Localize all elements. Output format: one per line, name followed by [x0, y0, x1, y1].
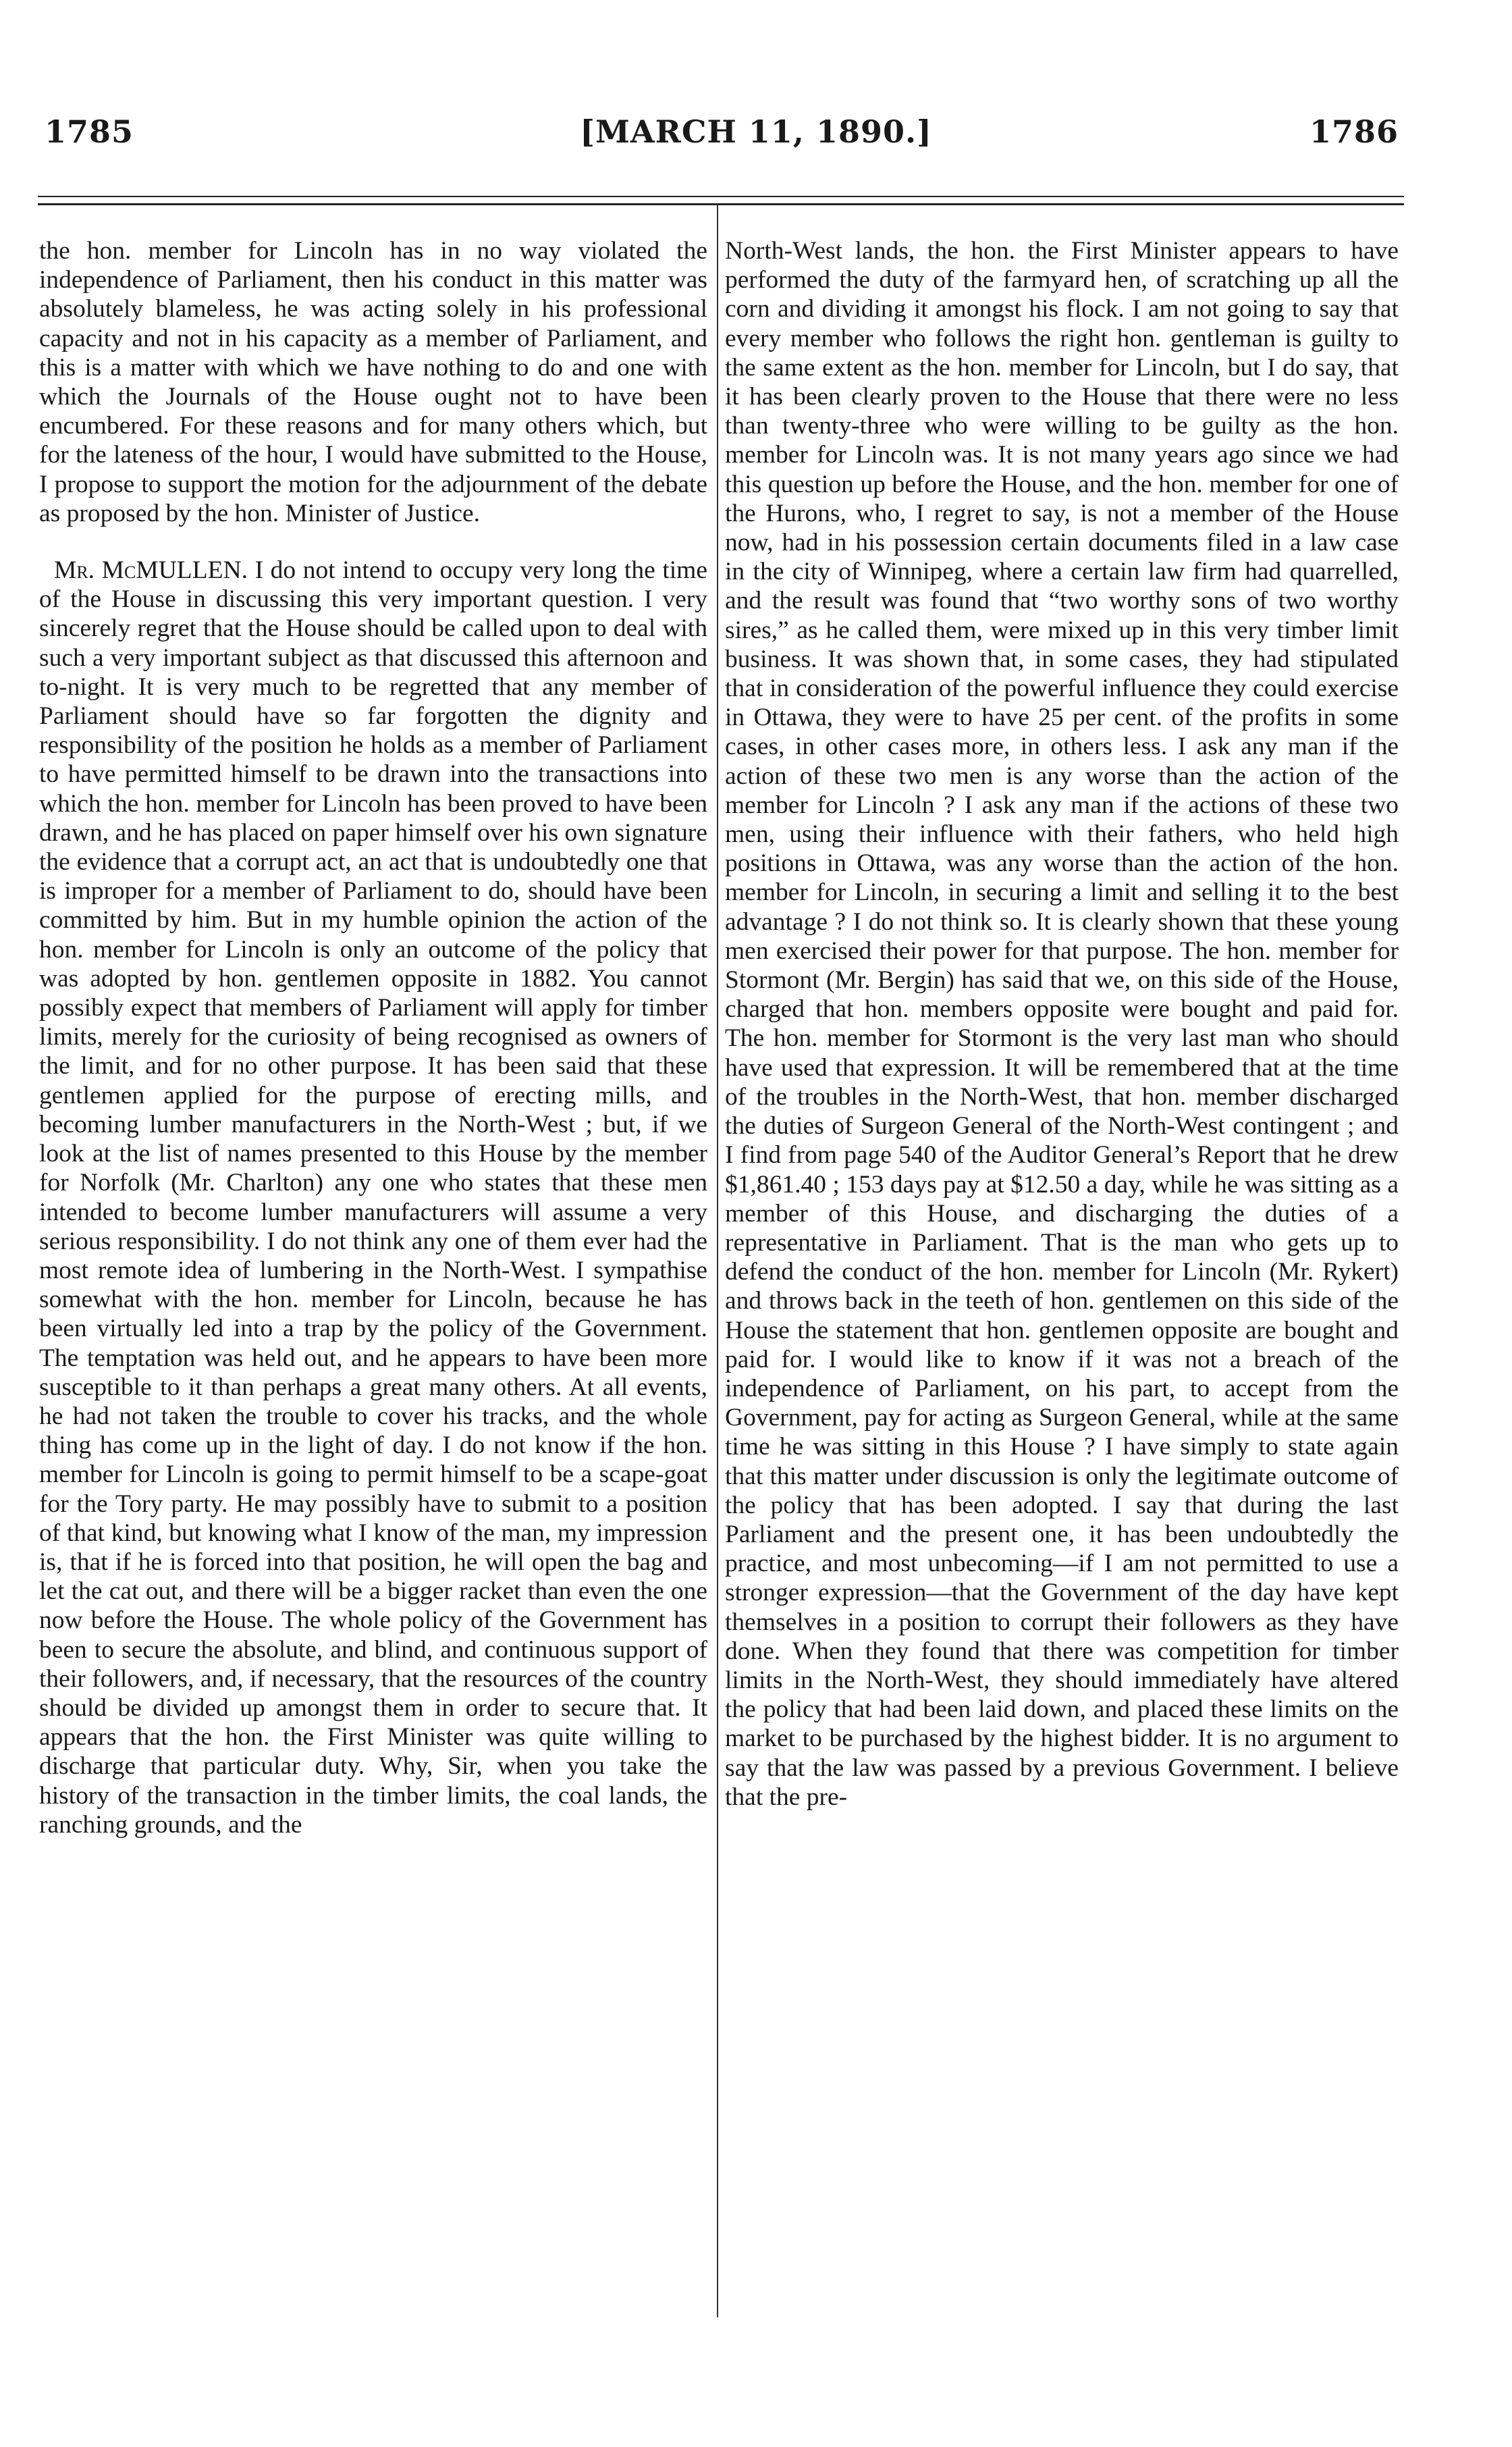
right-column [725, 236, 1399, 1812]
left-column [39, 236, 707, 1839]
column-divider [717, 204, 718, 2317]
right-page-number: 1786 [1309, 113, 1399, 150]
header-date: [MARCH 11, 1890.] [580, 113, 932, 150]
speech-text: I do not intend to occupy very long the time of the House in discussing this very important question. I very sincerely regret that the House should be called upon to deal with such a very important subject as that discussed this afternoon and to-night. It is very much to be regretted that any member of Parliament should have so far forgotten the dignity and responsibility of the position he holds as a member of Parliament to have permitted himself to be drawn into the transactions into which the hon. member for Lincoln has been proved to have been drawn, and he has placed on paper himself over his own signature the evidence that a corrupt act, an act that is undoubtedly one that is improper for a member of Parliament to do, should have been committed by him. But in my humble opinion the action of the hon. member for Lincoln is only an outcome of the policy that was adopted by hon. gentlemen opposite in 1882. You cannot possibly expect that members of Parliament will apply for timber limits, merely for the curiosity of being recognised as owners of the limit, and for no other purpose. It has been said that these gentlemen applied for the purpose of erecting mills, and becoming lumber manufacturers in the North-West ; but, if we look at the list of names presented to this House by the member for Norfolk (Mr. Charlton) any one who states that these men intended to become lumber manufacturers will assume a very serious responsibility. I do not think any one of them ever had the most remote idea of lumbering in the North-West. I sympathise somewhat with the hon. member for Lincoln, because he has been virtually led into a trap by the policy of the Government. The temptation was held out, and he appears to have been more susceptible to it than perhaps a great many others. At all events, he had not taken the trouble to cover his tracks, and the whole thing has come up in the light of day. I do not know if the hon. member for Lincoln is going to permit himself to be a scape-goat for the Tory party. He may possibly have to submit to a position of that kind, but knowing what I know of the man, my impression is, that if he is forced into that position, he will open the bag and let the cat out, and there will be a bigger racket than even the one now before the House. The whole policy of the Government has been to secure the absolute, and blind, and continuous support of their followers, and, if necessary, that the resources of the country should be divided up amongst them in order to secure that. It appears that the hon. the First Minister was quite willing to discharge that particular duty. Why, Sir, when you take the history of the transaction in the timber limits, the coal lands, the ranching grounds, and the [39, 556, 707, 1839]
continued-paragraph: the hon. member for Lincoln has in no way violated the independence of Parliament, then his conduct in this matter was absolutely blameless, he was acting solely in his professional capacity and not in his capacity as a member of Parliament, and this is a matter with which we have nothing to do and one with which the Journals of the House ought not to have been encumbered. For these reasons and for many others which, but for the lateness of the hour, I would have submitted to the House, I propose to support the motion for the adjournment of the debate as proposed by the hon. Minister of Justice. [39, 237, 707, 527]
left-page-number: 1785 [45, 113, 134, 150]
header-rule-thin [38, 196, 1404, 197]
speaker-name: Mr. McMULLEN. [54, 556, 248, 585]
header-rule-thick [38, 203, 1404, 205]
continued-speech-paragraph: North-West lands, the hon. the First Minister appears to have performed the duty of the farmyard hen, of scratching up all the corn and dividing it amongst his flock. I am not going to say that every member who follows the right hon. gentleman is guilty to the same extent as the hon. member for Lincoln, but I do say, that it has been clearly proven to the House that there were no less than twenty-three who were willing to be guilty as the hon. member for Lincoln was. It is not many years ago since we had this question up before the House, and the hon. member for one of the Hurons, who, I regret to say, is not a member of the House now, had in his possession certain documents filed in a law case in the city of Winnipeg, where a certain law firm had quarrelled, and the result was found that “two worthy sons of two worthy sires,” as he called them, were mixed up in this very timber limit business. It was shown that, in some cases, they had stipulated that in consideration of the powerful influence they could exercise in Ottawa, they were to have 25 per cent. of the profits in some cases, in other cases more, in others less. I ask any man if the action of these two men is any worse than the action of the member for Lincoln ? I ask any man if the actions of these two men, using their influence with their fathers, who held high positions in Ottawa, was any worse than the action of the hon. member for Lincoln, in securing a limit and selling it to the best advantage ? I do not think so. It is clearly shown that these young men exercised their power for that purpose. The hon. member for Stormont (Mr. Bergin) has said that we, on this side of the House, charged that hon. members opposite were bought and paid for. The hon. member for Stormont is the very last man who should have used that expression. It will be remembered that at the time of the troubles in the North-West, that hon. member discharged the duties of Surgeon General of the North-West contingent ; and I find from page 540 of the Auditor General’s Report that he drew $1,861.40 ; 153 days pay at $12.50 a day, while he was sitting as a member of this House, and discharging the duties of a representative in Parliament. That is the man who gets up to defend the conduct of the hon. member for Lincoln (Mr. Rykert) and throws back in the teeth of hon. gentlemen on this side of the House the statement that hon. gentlemen opposite are bought and paid for. I would like to know if it was not a breach of the independence of Parliament, on his part, to accept from the Government, pay for acting as Surgeon General, while at the same time he was sitting in this House ? I have simply to state again that this matter under discussion is only the legitimate outcome of the policy that has been adopted. I say that during the last Parliament and the present one, it has been undoubtedly the practice, and most unbecoming—if I am not permitted to use a stronger expression—that the Government of the day have kept themselves in a position to corrupt their followers as they have done. When they found that there was competition for timber limits in the North-West, they should immediately have altered the policy that had been laid down, and placed these limits on the market to be purchased by the highest bidder. It is no argument to say that the law was passed by a previous Government. I believe that the pre- [725, 237, 1399, 1811]
speech-paragraph [39, 556, 707, 1839]
